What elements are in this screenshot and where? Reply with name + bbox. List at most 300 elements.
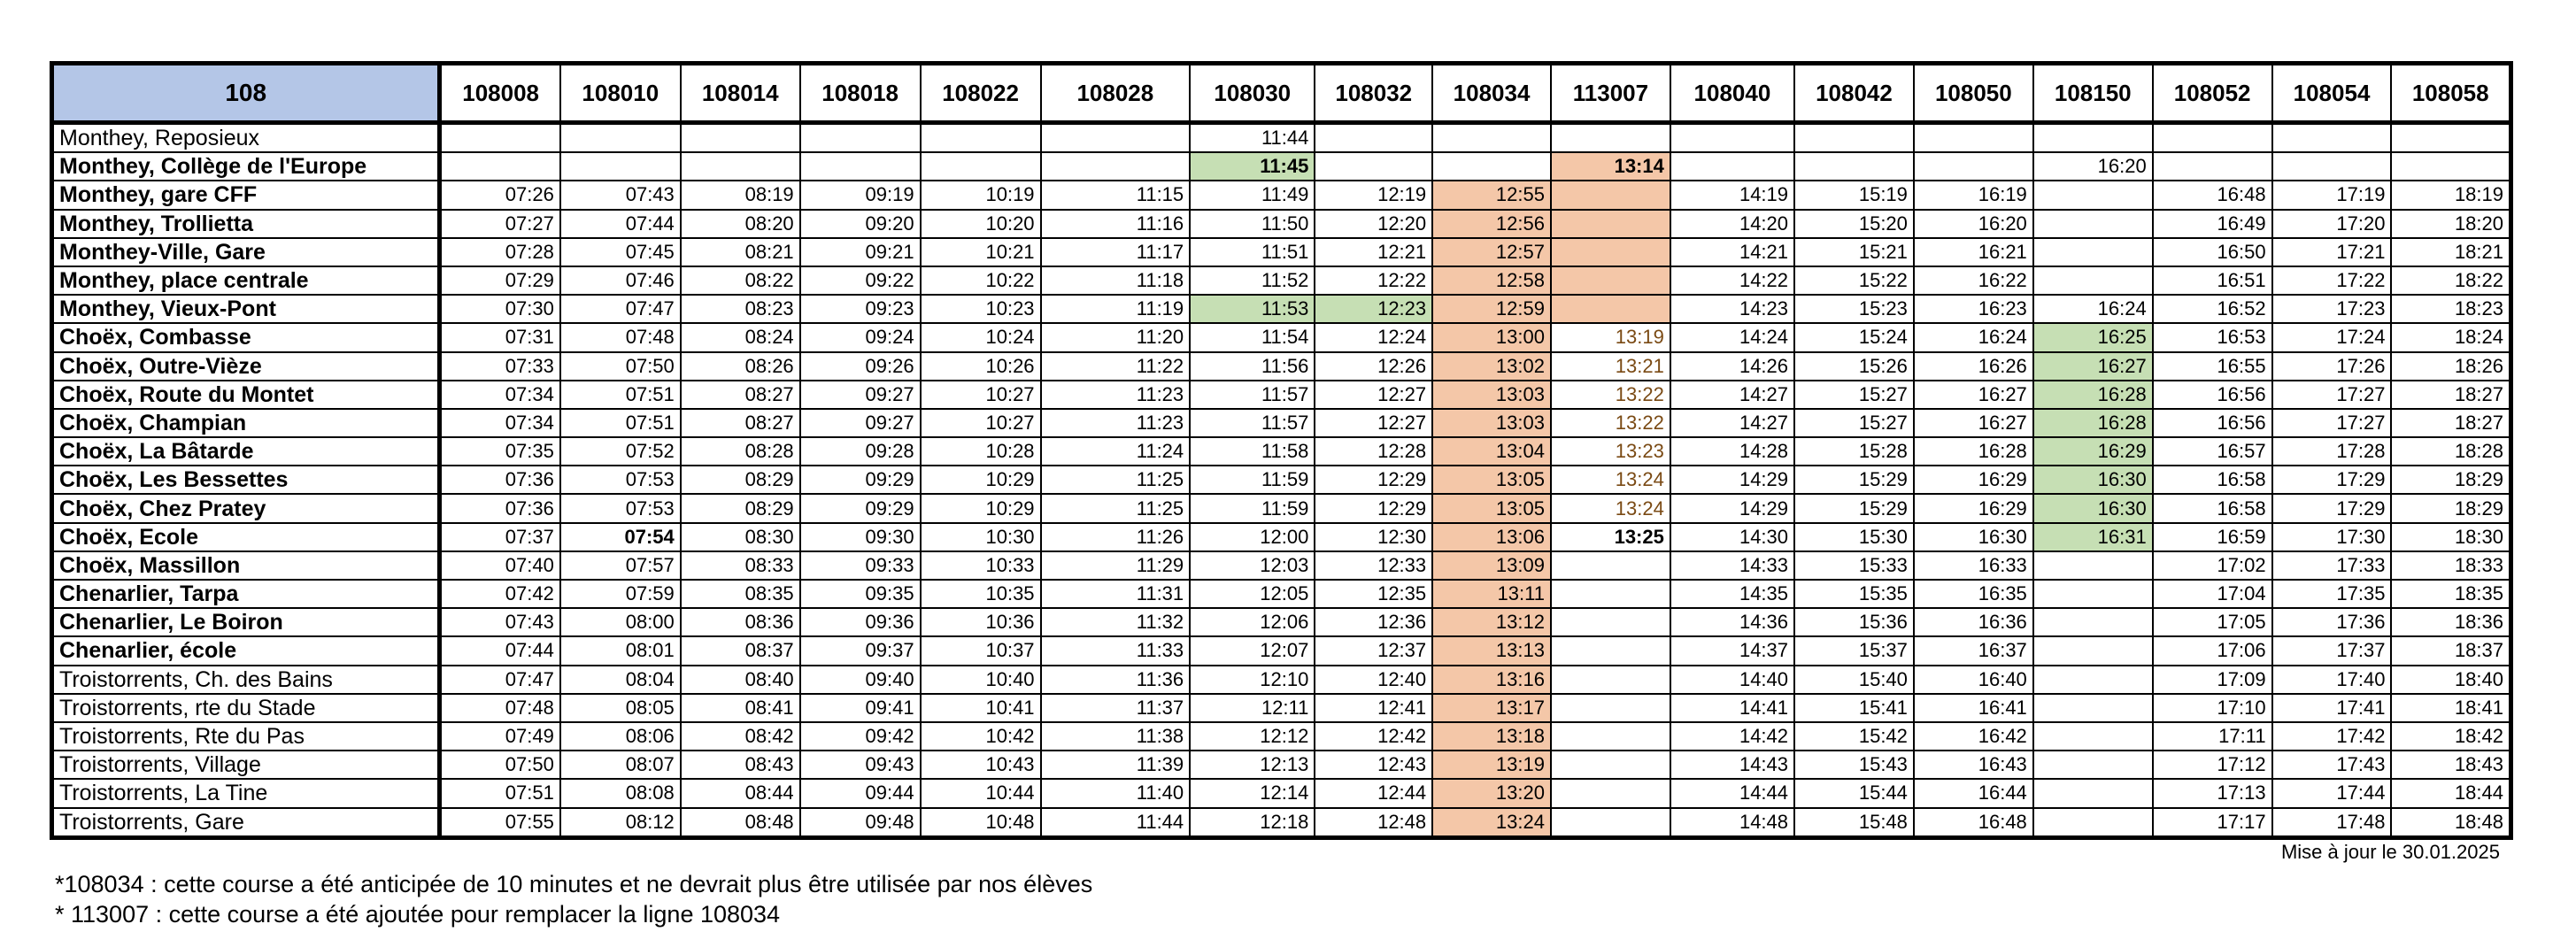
footnote-108034: *108034 : cette course a été anticipée de 10 minutes et ne devrait plus être utilisée par nos élèves bbox=[55, 871, 1093, 897]
departure-time: 11:17 bbox=[1041, 238, 1191, 266]
departure-time: 13:05 bbox=[1432, 494, 1551, 522]
departure-time: 11:31 bbox=[1041, 580, 1191, 608]
trip-header-108010: 108010 bbox=[560, 64, 681, 123]
departure-time: 16:59 bbox=[2153, 523, 2272, 551]
departure-time: 17:28 bbox=[2272, 437, 2392, 466]
departure-time: 07:26 bbox=[440, 181, 560, 209]
trip-header-108050: 108050 bbox=[1914, 64, 2033, 123]
departure-time: 09:33 bbox=[800, 551, 921, 580]
departure-time bbox=[921, 152, 1041, 181]
departure-time: 14:19 bbox=[1670, 181, 1794, 209]
departure-time: 07:59 bbox=[560, 580, 681, 608]
departure-time: 10:28 bbox=[921, 437, 1041, 466]
departure-time: 07:46 bbox=[560, 266, 681, 295]
footnote-113007: * 113007 : cette course a été ajoutée pour remplacer la ligne 108034 bbox=[55, 901, 781, 928]
departure-time bbox=[1551, 751, 1670, 779]
departure-time: 07:44 bbox=[560, 210, 681, 238]
departure-time: 10:30 bbox=[921, 523, 1041, 551]
stop-name: Monthey, Collège de l'Europe bbox=[52, 152, 440, 181]
departure-time: 16:27 bbox=[1914, 409, 2033, 437]
departure-time: 11:51 bbox=[1190, 238, 1315, 266]
departure-time: 12:37 bbox=[1315, 636, 1432, 665]
departure-time bbox=[1551, 123, 1670, 153]
departure-time: 10:24 bbox=[921, 323, 1041, 351]
departure-time: 15:22 bbox=[1794, 266, 1914, 295]
departure-time: 07:36 bbox=[440, 494, 560, 522]
departure-time: 07:42 bbox=[440, 580, 560, 608]
departure-time: 13:21 bbox=[1551, 352, 1670, 381]
departure-time: 07:34 bbox=[440, 409, 560, 437]
departure-time: 12:44 bbox=[1315, 779, 1432, 807]
departure-time: 16:52 bbox=[2153, 295, 2272, 323]
departure-time: 07:52 bbox=[560, 437, 681, 466]
departure-time: 10:40 bbox=[921, 666, 1041, 694]
stop-name: Choëx, Route du Montet bbox=[52, 381, 440, 409]
departure-time: 08:26 bbox=[681, 352, 800, 381]
departure-time: 10:33 bbox=[921, 551, 1041, 580]
table-row bbox=[52, 381, 2511, 409]
trip-header-108040: 108040 bbox=[1670, 64, 1794, 123]
departure-time bbox=[1041, 123, 1191, 153]
stop-name: Choëx, Champian bbox=[52, 409, 440, 437]
departure-time: 17:02 bbox=[2153, 551, 2272, 580]
departure-time: 15:29 bbox=[1794, 466, 1914, 494]
departure-time: 14:44 bbox=[1670, 779, 1794, 807]
departure-time: 14:29 bbox=[1670, 494, 1794, 522]
departure-time: 13:20 bbox=[1432, 779, 1551, 807]
departure-time: 16:21 bbox=[1914, 238, 2033, 266]
stop-name: Troistorrents, Gare bbox=[52, 808, 440, 838]
departure-time bbox=[2033, 722, 2153, 751]
departure-time: 10:27 bbox=[921, 381, 1041, 409]
departure-time: 10:29 bbox=[921, 494, 1041, 522]
departure-time bbox=[2033, 694, 2153, 722]
departure-time: 07:30 bbox=[440, 295, 560, 323]
departure-time: 12:11 bbox=[1190, 694, 1315, 722]
departure-time: 12:10 bbox=[1190, 666, 1315, 694]
departure-time: 12:03 bbox=[1190, 551, 1315, 580]
departure-time: 18:29 bbox=[2391, 494, 2510, 522]
departure-time: 07:53 bbox=[560, 466, 681, 494]
stop-name: Monthey, Trollietta bbox=[52, 210, 440, 238]
departure-time: 11:38 bbox=[1041, 722, 1191, 751]
departure-time: 10:21 bbox=[921, 238, 1041, 266]
departure-time: 07:37 bbox=[440, 523, 560, 551]
departure-time: 11:16 bbox=[1041, 210, 1191, 238]
departure-time: 10:36 bbox=[921, 608, 1041, 636]
departure-time: 18:28 bbox=[2391, 437, 2510, 466]
departure-time: 16:28 bbox=[1914, 437, 2033, 466]
departure-time: 15:44 bbox=[1794, 779, 1914, 807]
departure-time bbox=[800, 152, 921, 181]
departure-time: 10:22 bbox=[921, 266, 1041, 295]
departure-time: 07:51 bbox=[560, 409, 681, 437]
departure-time: 12:26 bbox=[1315, 352, 1432, 381]
departure-time: 08:42 bbox=[681, 722, 800, 751]
departure-time: 17:43 bbox=[2272, 751, 2392, 779]
departure-time: 08:48 bbox=[681, 808, 800, 838]
departure-time: 17:29 bbox=[2272, 494, 2392, 522]
departure-time: 08:30 bbox=[681, 523, 800, 551]
departure-time: 16:53 bbox=[2153, 323, 2272, 351]
departure-time: 12:13 bbox=[1190, 751, 1315, 779]
departure-time bbox=[1551, 238, 1670, 266]
departure-time bbox=[2033, 210, 2153, 238]
departure-time: 14:27 bbox=[1670, 409, 1794, 437]
table-row bbox=[52, 266, 2511, 295]
departure-time: 07:40 bbox=[440, 551, 560, 580]
departure-time: 09:29 bbox=[800, 494, 921, 522]
departure-time: 09:19 bbox=[800, 181, 921, 209]
departure-time: 16:29 bbox=[2033, 437, 2153, 466]
departure-time: 11:20 bbox=[1041, 323, 1191, 351]
trip-header-108008: 108008 bbox=[440, 64, 560, 123]
departure-time: 07:48 bbox=[440, 694, 560, 722]
departure-time: 08:41 bbox=[681, 694, 800, 722]
departure-time bbox=[2033, 266, 2153, 295]
departure-time: 13:11 bbox=[1432, 580, 1551, 608]
trip-header-108058: 108058 bbox=[2391, 64, 2510, 123]
departure-time: 07:45 bbox=[560, 238, 681, 266]
departure-time: 15:35 bbox=[1794, 580, 1914, 608]
departure-time: 18:27 bbox=[2391, 381, 2510, 409]
departure-time: 17:44 bbox=[2272, 779, 2392, 807]
departure-time: 13:22 bbox=[1551, 381, 1670, 409]
departure-time: 12:59 bbox=[1432, 295, 1551, 323]
departure-time: 12:48 bbox=[1315, 808, 1432, 838]
stop-name: Monthey, place centrale bbox=[52, 266, 440, 295]
departure-time: 18:36 bbox=[2391, 608, 2510, 636]
departure-time: 16:42 bbox=[1914, 722, 2033, 751]
departure-time: 07:50 bbox=[560, 352, 681, 381]
departure-time: 12:22 bbox=[1315, 266, 1432, 295]
departure-time: 12:35 bbox=[1315, 580, 1432, 608]
departure-time: 12:58 bbox=[1432, 266, 1551, 295]
departure-time: 14:43 bbox=[1670, 751, 1794, 779]
departure-time: 15:28 bbox=[1794, 437, 1914, 466]
departure-time: 13:03 bbox=[1432, 409, 1551, 437]
departure-time bbox=[2033, 808, 2153, 838]
departure-time: 12:30 bbox=[1315, 523, 1432, 551]
departure-time: 07:43 bbox=[440, 608, 560, 636]
departure-time bbox=[681, 123, 800, 153]
departure-time: 15:40 bbox=[1794, 666, 1914, 694]
stop-name: Monthey-Ville, Gare bbox=[52, 238, 440, 266]
departure-time: 17:29 bbox=[2272, 466, 2392, 494]
trip-header-108014: 108014 bbox=[681, 64, 800, 123]
departure-time: 07:55 bbox=[440, 808, 560, 838]
stop-name: Troistorrents, Ch. des Bains bbox=[52, 666, 440, 694]
departure-time: 15:30 bbox=[1794, 523, 1914, 551]
departure-time: 09:29 bbox=[800, 466, 921, 494]
departure-time: 16:23 bbox=[1914, 295, 2033, 323]
departure-time: 17:10 bbox=[2153, 694, 2272, 722]
departure-time: 16:29 bbox=[1914, 494, 2033, 522]
departure-time: 17:48 bbox=[2272, 808, 2392, 838]
departure-time: 17:04 bbox=[2153, 580, 2272, 608]
departure-time: 15:27 bbox=[1794, 381, 1914, 409]
stop-name: Monthey, Vieux-Pont bbox=[52, 295, 440, 323]
departure-time: 16:27 bbox=[1914, 381, 2033, 409]
departure-time: 13:04 bbox=[1432, 437, 1551, 466]
departure-time: 18:23 bbox=[2391, 295, 2510, 323]
departure-time: 14:29 bbox=[1670, 466, 1794, 494]
departure-time: 18:27 bbox=[2391, 409, 2510, 437]
departure-time: 11:54 bbox=[1190, 323, 1315, 351]
departure-time: 10:44 bbox=[921, 779, 1041, 807]
departure-time: 11:50 bbox=[1190, 210, 1315, 238]
departure-time: 16:30 bbox=[2033, 466, 2153, 494]
departure-time: 15:19 bbox=[1794, 181, 1914, 209]
departure-time: 14:48 bbox=[1670, 808, 1794, 838]
departure-time: 16:43 bbox=[1914, 751, 2033, 779]
departure-time: 12:43 bbox=[1315, 751, 1432, 779]
departure-time: 16:40 bbox=[1914, 666, 2033, 694]
table-row bbox=[52, 494, 2511, 522]
table-row bbox=[52, 608, 2511, 636]
departure-time: 12:00 bbox=[1190, 523, 1315, 551]
departure-time: 11:56 bbox=[1190, 352, 1315, 381]
departure-time: 12:42 bbox=[1315, 722, 1432, 751]
departure-time: 09:26 bbox=[800, 352, 921, 381]
departure-time bbox=[1432, 123, 1551, 153]
departure-time: 12:19 bbox=[1315, 181, 1432, 209]
table-row bbox=[52, 238, 2511, 266]
departure-time: 09:44 bbox=[800, 779, 921, 807]
trip-header-108030: 108030 bbox=[1190, 64, 1315, 123]
departure-time: 08:19 bbox=[681, 181, 800, 209]
departure-time: 17:35 bbox=[2272, 580, 2392, 608]
departure-time: 11:29 bbox=[1041, 551, 1191, 580]
departure-time bbox=[1551, 210, 1670, 238]
departure-time: 10:35 bbox=[921, 580, 1041, 608]
departure-time bbox=[1670, 152, 1794, 181]
departure-time: 08:23 bbox=[681, 295, 800, 323]
departure-time: 11:26 bbox=[1041, 523, 1191, 551]
departure-time: 08:40 bbox=[681, 666, 800, 694]
departure-time: 12:33 bbox=[1315, 551, 1432, 580]
departure-time bbox=[1551, 722, 1670, 751]
departure-time: 16:48 bbox=[1914, 808, 2033, 838]
departure-time: 12:06 bbox=[1190, 608, 1315, 636]
departure-time: 10:23 bbox=[921, 295, 1041, 323]
departure-time: 11:22 bbox=[1041, 352, 1191, 381]
departure-time: 07:48 bbox=[560, 323, 681, 351]
stop-name: Monthey, gare CFF bbox=[52, 181, 440, 209]
departure-time bbox=[1551, 694, 1670, 722]
departure-time: 13:00 bbox=[1432, 323, 1551, 351]
departure-time: 15:43 bbox=[1794, 751, 1914, 779]
departure-time: 11:39 bbox=[1041, 751, 1191, 779]
departure-time: 10:19 bbox=[921, 181, 1041, 209]
departure-time: 08:27 bbox=[681, 409, 800, 437]
stop-name: Chenarlier, école bbox=[52, 636, 440, 665]
departure-time: 16:26 bbox=[1914, 352, 2033, 381]
departure-time bbox=[1315, 152, 1432, 181]
departure-time: 09:35 bbox=[800, 580, 921, 608]
departure-time bbox=[2033, 608, 2153, 636]
departure-time: 14:36 bbox=[1670, 608, 1794, 636]
departure-time: 11:59 bbox=[1190, 466, 1315, 494]
departure-time: 15:37 bbox=[1794, 636, 1914, 665]
departure-time: 17:27 bbox=[2272, 381, 2392, 409]
header-row bbox=[52, 64, 2511, 123]
departure-time: 18:35 bbox=[2391, 580, 2510, 608]
departure-time: 14:42 bbox=[1670, 722, 1794, 751]
departure-time: 08:36 bbox=[681, 608, 800, 636]
departure-time: 17:24 bbox=[2272, 323, 2392, 351]
departure-time: 15:48 bbox=[1794, 808, 1914, 838]
departure-time: 13:02 bbox=[1432, 352, 1551, 381]
departure-time: 07:49 bbox=[440, 722, 560, 751]
departure-time: 09:42 bbox=[800, 722, 921, 751]
departure-time: 11:36 bbox=[1041, 666, 1191, 694]
departure-time: 11:59 bbox=[1190, 494, 1315, 522]
route-number: 108 bbox=[52, 64, 440, 123]
departure-time: 11:44 bbox=[1041, 808, 1191, 838]
trip-header-108028: 108028 bbox=[1041, 64, 1191, 123]
departure-time bbox=[1551, 608, 1670, 636]
departure-time: 08:44 bbox=[681, 779, 800, 807]
departure-time: 13:16 bbox=[1432, 666, 1551, 694]
departure-time: 17:26 bbox=[2272, 352, 2392, 381]
departure-time: 12:56 bbox=[1432, 210, 1551, 238]
departure-time: 13:24 bbox=[1551, 494, 1670, 522]
departure-time: 18:21 bbox=[2391, 238, 2510, 266]
table-row bbox=[52, 409, 2511, 437]
trip-header-108022: 108022 bbox=[921, 64, 1041, 123]
table-row bbox=[52, 779, 2511, 807]
trip-header-108052: 108052 bbox=[2153, 64, 2272, 123]
departure-time: 14:33 bbox=[1670, 551, 1794, 580]
departure-time: 16:19 bbox=[1914, 181, 2033, 209]
departure-time: 14:41 bbox=[1670, 694, 1794, 722]
departure-time: 12:27 bbox=[1315, 409, 1432, 437]
departure-time: 16:24 bbox=[2033, 295, 2153, 323]
table-row bbox=[52, 523, 2511, 551]
departure-time: 11:23 bbox=[1041, 409, 1191, 437]
departure-time: 08:33 bbox=[681, 551, 800, 580]
table-row bbox=[52, 123, 2511, 153]
departure-time: 08:08 bbox=[560, 779, 681, 807]
departure-time: 08:01 bbox=[560, 636, 681, 665]
stop-name: Chenarlier, Le Boiron bbox=[52, 608, 440, 636]
departure-time: 15:42 bbox=[1794, 722, 1914, 751]
departure-time: 07:44 bbox=[440, 636, 560, 665]
table-row bbox=[52, 636, 2511, 665]
departure-time: 13:19 bbox=[1432, 751, 1551, 779]
departure-time: 08:21 bbox=[681, 238, 800, 266]
stop-name: Choëx, Massillon bbox=[52, 551, 440, 580]
stop-name: Choëx, Combasse bbox=[52, 323, 440, 351]
departure-time: 14:20 bbox=[1670, 210, 1794, 238]
table-row bbox=[52, 466, 2511, 494]
departure-time: 11:44 bbox=[1190, 123, 1315, 153]
departure-time: 12:57 bbox=[1432, 238, 1551, 266]
departure-time: 09:27 bbox=[800, 409, 921, 437]
departure-time: 07:47 bbox=[440, 666, 560, 694]
departure-time: 10:20 bbox=[921, 210, 1041, 238]
departure-time bbox=[2033, 181, 2153, 209]
departure-time: 14:28 bbox=[1670, 437, 1794, 466]
departure-time bbox=[1041, 152, 1191, 181]
table-row bbox=[52, 152, 2511, 181]
departure-time: 16:30 bbox=[1914, 523, 2033, 551]
departure-time: 16:58 bbox=[2153, 466, 2272, 494]
departure-time: 17:22 bbox=[2272, 266, 2392, 295]
departure-time: 13:24 bbox=[1551, 466, 1670, 494]
departure-time: 10:42 bbox=[921, 722, 1041, 751]
departure-time: 14:37 bbox=[1670, 636, 1794, 665]
departure-time: 17:27 bbox=[2272, 409, 2392, 437]
departure-time: 15:33 bbox=[1794, 551, 1914, 580]
departure-time: 08:20 bbox=[681, 210, 800, 238]
departure-time: 16:55 bbox=[2153, 352, 2272, 381]
departure-time: 17:13 bbox=[2153, 779, 2272, 807]
departure-time bbox=[1432, 152, 1551, 181]
departure-time: 11:40 bbox=[1041, 779, 1191, 807]
departure-time bbox=[1914, 123, 2033, 153]
trip-header-108042: 108042 bbox=[1794, 64, 1914, 123]
departure-time: 16:20 bbox=[2033, 152, 2153, 181]
departure-time: 13:13 bbox=[1432, 636, 1551, 665]
table-row bbox=[52, 295, 2511, 323]
departure-time: 13:18 bbox=[1432, 722, 1551, 751]
departure-time: 08:04 bbox=[560, 666, 681, 694]
departure-time: 16:27 bbox=[2033, 352, 2153, 381]
departure-time: 08:12 bbox=[560, 808, 681, 838]
departure-time: 16:36 bbox=[1914, 608, 2033, 636]
departure-time: 08:29 bbox=[681, 494, 800, 522]
departure-time: 17:17 bbox=[2153, 808, 2272, 838]
departure-time bbox=[1914, 152, 2033, 181]
departure-time: 12:20 bbox=[1315, 210, 1432, 238]
departure-time: 12:29 bbox=[1315, 466, 1432, 494]
departure-time: 16:33 bbox=[1914, 551, 2033, 580]
departure-time bbox=[800, 123, 921, 153]
table-row bbox=[52, 808, 2511, 838]
departure-time: 16:56 bbox=[2153, 381, 2272, 409]
departure-time: 14:21 bbox=[1670, 238, 1794, 266]
departure-time: 17:30 bbox=[2272, 523, 2392, 551]
departure-time: 14:35 bbox=[1670, 580, 1794, 608]
departure-time: 16:24 bbox=[1914, 323, 2033, 351]
departure-time: 17:40 bbox=[2272, 666, 2392, 694]
departure-time: 07:36 bbox=[440, 466, 560, 494]
departure-time: 11:49 bbox=[1190, 181, 1315, 209]
departure-time: 16:22 bbox=[1914, 266, 2033, 295]
departure-time bbox=[2272, 123, 2392, 153]
stop-name: Choëx, Chez Pratey bbox=[52, 494, 440, 522]
departure-time bbox=[1551, 779, 1670, 807]
departure-time: 10:37 bbox=[921, 636, 1041, 665]
departure-time: 12:21 bbox=[1315, 238, 1432, 266]
departure-time: 09:24 bbox=[800, 323, 921, 351]
departure-time bbox=[560, 152, 681, 181]
departure-time: 11:57 bbox=[1190, 381, 1315, 409]
timetable bbox=[50, 61, 2513, 840]
departure-time: 18:33 bbox=[2391, 551, 2510, 580]
departure-time bbox=[1794, 152, 1914, 181]
departure-time: 16:57 bbox=[2153, 437, 2272, 466]
departure-time: 15:20 bbox=[1794, 210, 1914, 238]
departure-time bbox=[2391, 152, 2510, 181]
departure-time: 07:51 bbox=[560, 381, 681, 409]
departure-time: 11:32 bbox=[1041, 608, 1191, 636]
departure-time: 18:19 bbox=[2391, 181, 2510, 209]
departure-time: 08:43 bbox=[681, 751, 800, 779]
departure-time: 09:43 bbox=[800, 751, 921, 779]
